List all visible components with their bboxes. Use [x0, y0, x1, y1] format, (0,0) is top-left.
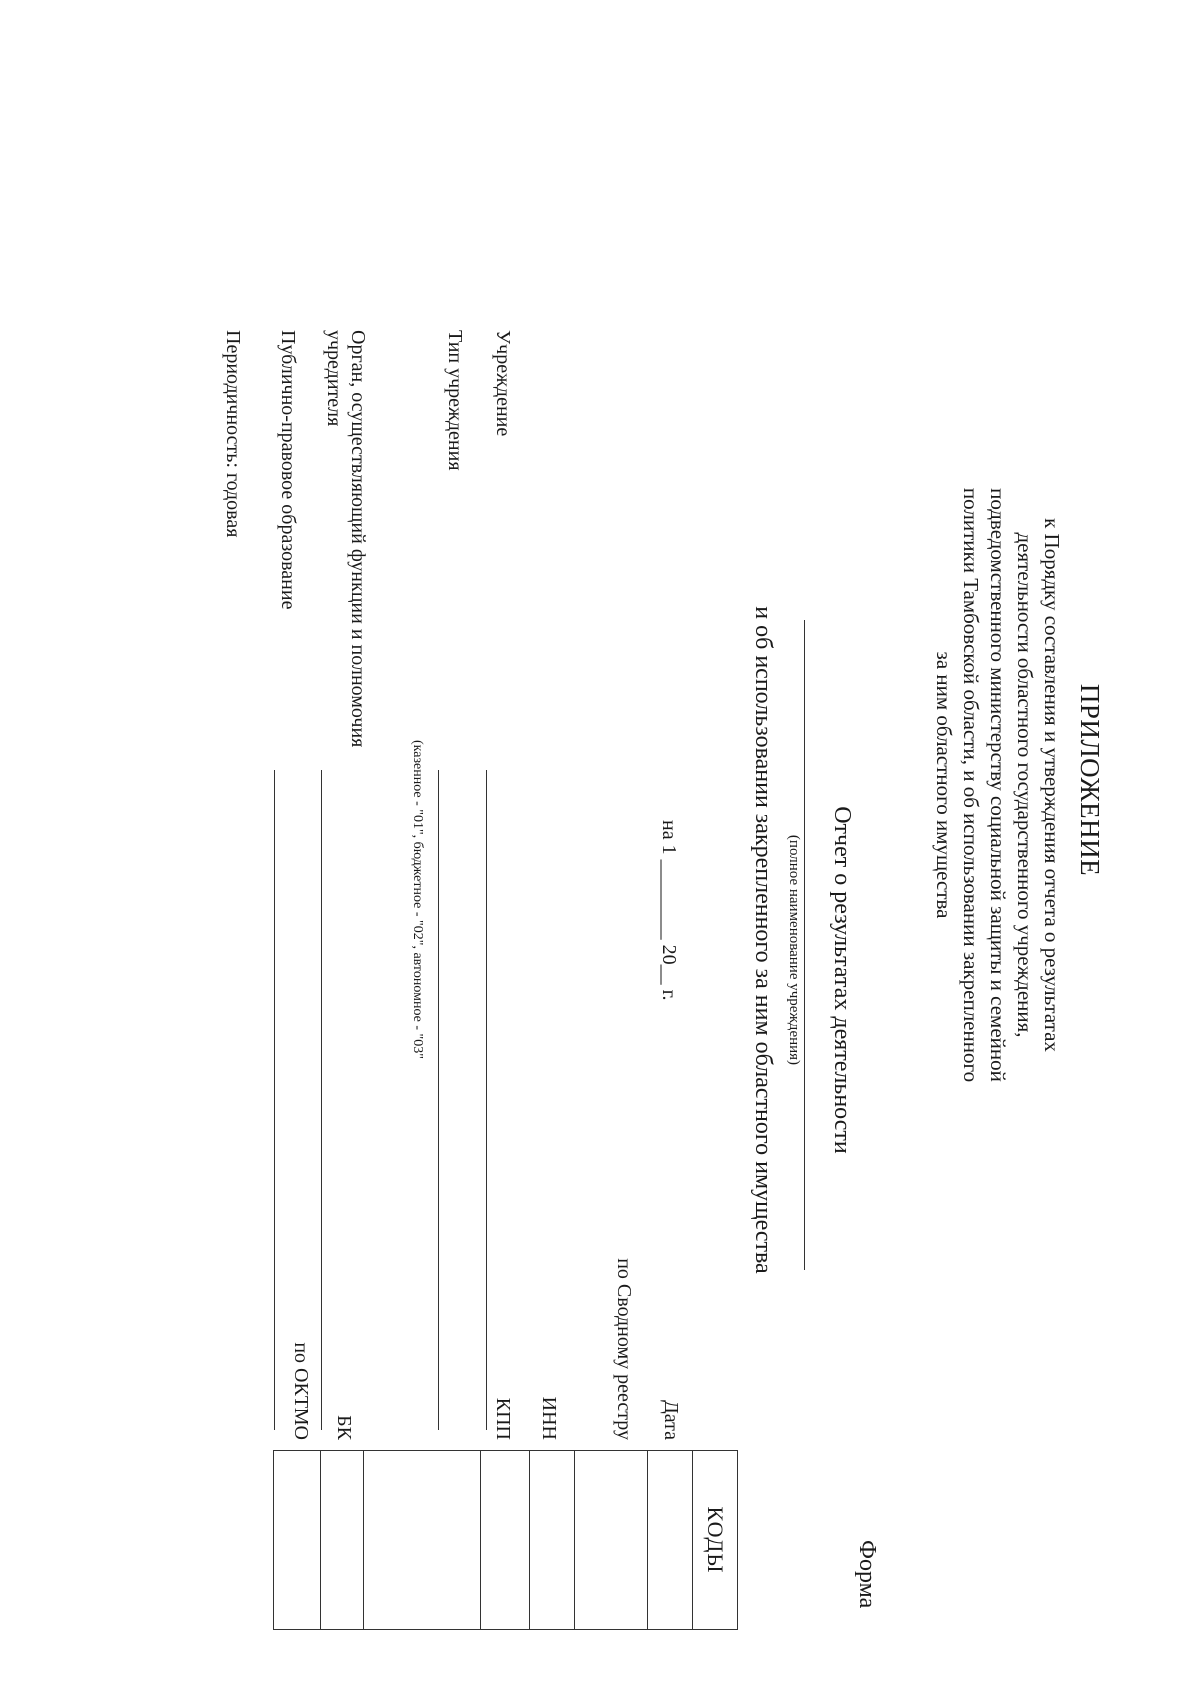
- appendix-body: к Порядку составления и утверждения отчета о результатах деятельности областного государственного учреждения, подведомственного министерству социальной защиты и семейной политики Тамбовской области, и об использовании закрепленного за ним областного имущества: [932, 487, 1064, 1083]
- code-label-kpp: КПП: [492, 1397, 514, 1440]
- code-label-registry: по Сводному реестру: [613, 1258, 635, 1440]
- code-cell-registry[interactable]: [575, 1451, 648, 1630]
- institution-name-caption: (полное наименование учреждения): [786, 834, 802, 1066]
- code-label-date: Дата: [660, 1400, 682, 1440]
- form-label: Форма: [854, 1540, 880, 1609]
- institution-type-caption: (казенное - "01", бюджетное - "02", автономное - "03": [410, 740, 425, 1059]
- report-date-line: на 1 ________ 20__ г.: [658, 820, 680, 1001]
- code-cell-inn[interactable]: [530, 1451, 575, 1630]
- code-cell-date[interactable]: [648, 1451, 693, 1630]
- codes-table: [273, 1450, 738, 1630]
- institution-label: Учреждение: [492, 330, 514, 437]
- code-cell-oktmo[interactable]: [274, 1451, 321, 1630]
- code-cell-bk[interactable]: [321, 1451, 364, 1630]
- founder-authority-field-line[interactable]: [321, 770, 322, 1430]
- public-entity-field-line[interactable]: [274, 770, 275, 1430]
- code-cell-blank[interactable]: [364, 1451, 481, 1630]
- code-label-oktmo: по ОКТМО: [290, 1342, 312, 1440]
- periodicity-label: Периодичность: годовая: [222, 330, 244, 538]
- report-title: Отчет о результатах деятельности: [829, 806, 855, 1154]
- institution-type-label: Тип учреждения: [444, 330, 466, 471]
- appendix-title: ПРИЛОЖЕНИЕ: [1075, 683, 1105, 877]
- institution-type-field-line[interactable]: [438, 770, 439, 1430]
- institution-name-line[interactable]: [804, 620, 805, 1270]
- founder-authority-label: Орган, осуществляющий функции и полномочия учредителя: [323, 330, 369, 748]
- code-label-inn: ИНН: [538, 1396, 560, 1440]
- public-entity-label: Публично-правовое образование: [277, 330, 299, 610]
- code-label-bk: БК: [333, 1415, 355, 1440]
- institution-field-line[interactable]: [486, 770, 487, 1430]
- code-cell-kpp[interactable]: [481, 1451, 530, 1630]
- codes-header: КОДЫ: [693, 1451, 738, 1630]
- report-subtitle: и об использовании закрепленного за ним областного имущества: [750, 606, 776, 1274]
